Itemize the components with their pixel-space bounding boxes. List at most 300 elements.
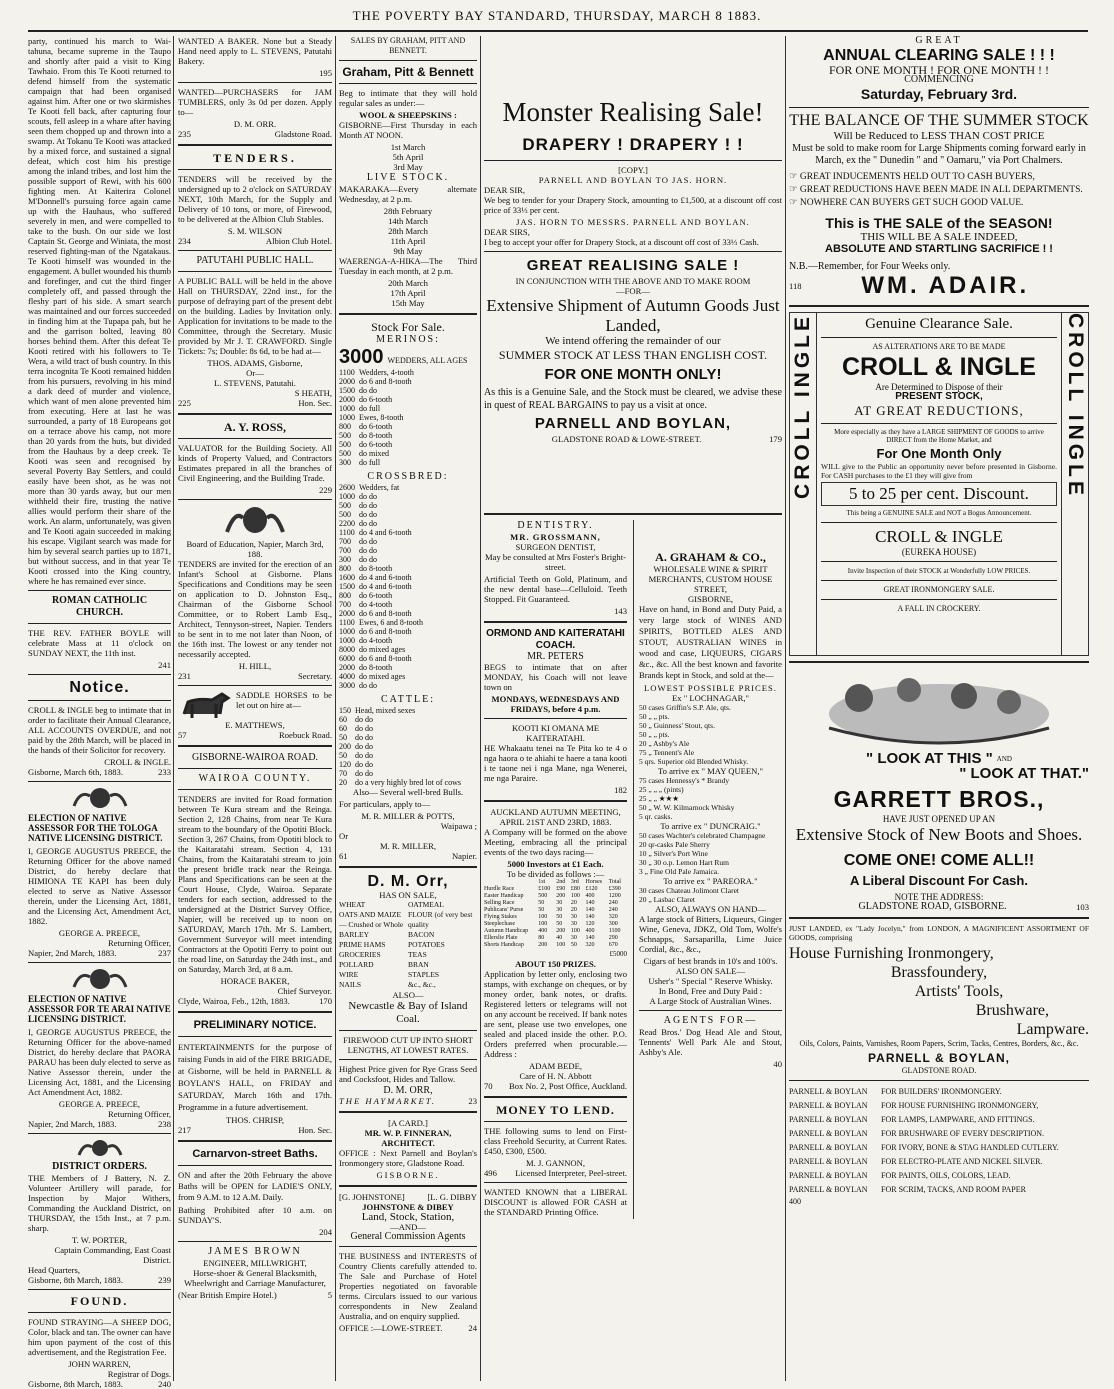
artists-tools: Artists' Tools, xyxy=(914,983,1004,1000)
table-cell: do 6-tooth xyxy=(359,440,393,449)
wairoa-title: GISBORNE-WAIROA ROAD. xyxy=(191,752,319,763)
divider xyxy=(178,685,332,686)
board-text: TENDERS are invited for the erection of an Infant's School at Gisborne. Plans Specifications and Conditions may be seen on application to D. Johnston Esq., Chairman of the Gisborne School Committee, or to Robert Lamb Esq., Architect, Tennyson-street, Napier. Tenders to be sent in to me not later than Noon, of the 16th inst. The lowest or any tender not necessarily accepted. xyxy=(178,559,332,659)
dear-sirs: DEAR SIRS, xyxy=(484,227,530,237)
ad-number: 241 xyxy=(158,660,171,670)
copy-head-2: JAS. HORN TO MESSRS. PARNELL AND BOYLAN. xyxy=(516,217,750,227)
list-item xyxy=(789,1155,1089,1169)
divider xyxy=(178,144,332,146)
table-cell: 80 xyxy=(538,935,545,941)
table-cell: 30 xyxy=(556,907,563,913)
table-cell: 320 xyxy=(608,914,618,920)
tologa-text: I, GEORGE AUGUSTUS PREECE, the Returning Officer for the above named District, do hereby declare that HIMIONA TE KAPI has been duly elected to serve as Native Assessor therein, under the Licensing Act, 1881, and the Licensing Act, Amendment Act, 1882. xyxy=(28,846,171,926)
divider xyxy=(178,169,332,170)
stock-row xyxy=(339,742,465,751)
ad-number: 231 xyxy=(178,671,191,681)
parnell-boylan-list xyxy=(789,1085,1089,1197)
table-cell: do 4 and 6-tooth xyxy=(359,528,412,537)
table-cell: do do xyxy=(355,715,373,724)
ad-number: 170 xyxy=(319,996,332,1006)
letter-2: I beg to accept your offer for Drapery Stock, at a discount off cost of 33⅓ Cash. xyxy=(484,237,759,247)
column-4-right xyxy=(633,520,782,1219)
board-role: Secretary. xyxy=(297,671,332,681)
for-text: —FOR— xyxy=(616,286,650,296)
table-cell: 500 xyxy=(339,449,351,458)
parnell-boylan: PARNELL AND BOYLAN, xyxy=(534,415,732,432)
arai-sign: GEORGE A. PREECE, xyxy=(58,1099,141,1109)
table-cell: do do xyxy=(359,492,377,501)
table-cell: 2000 xyxy=(339,395,355,404)
list-item: 5 qrs. Superior old Blended Whisky. xyxy=(639,757,749,766)
list-item: 10 „ Silver's Port Wine xyxy=(639,849,708,858)
miller1: M. R. MILLER & POTTS, xyxy=(361,811,455,821)
saddle-sign: E. MATTHEWS, xyxy=(225,720,285,730)
ex1-title: Ex " LOCHNAGAR," xyxy=(672,693,749,703)
table-cell: do mixed ages xyxy=(359,645,406,654)
stock-row xyxy=(339,645,427,654)
wairoa-text: TENDERS are invited for Road formation between Te Kura stream and the Reinga. Section 2, 128 Chains, from near Te Kura stream to the boundary of the Opotiti Block. Section 3, 267 Chains, from Opotiti block to the Kaitaratahi stream. Section 4, 131 Chains, from the Kaitaratahi stream to join the present bridle track near the Reinga. Plans and Specifications can be seen at the Court House, Clyde, Wairoa. Separate tenders for each section, addressed to the undersigned at the District Survey Office, Napier, will be received up to noon on SATURDAY, March 17th. Mr S. Lambert, Government Surveyor will meet intending Contractors at the Opotiti Ferry to point out the road line, on Saturday the 24th inst., and on Saturday, March 3rd, at 8 a.m. xyxy=(178,794,332,974)
table-cell: Total xyxy=(608,879,621,885)
eureka-house: (EUREKA HOUSE) xyxy=(901,547,977,557)
prize-row xyxy=(484,886,627,893)
list-item-name: PARNELL & BOYLAN xyxy=(789,1157,868,1166)
divider xyxy=(789,917,1089,919)
found-role: Registrar of Dogs. xyxy=(107,1369,171,1379)
divider xyxy=(178,745,332,747)
ad-number: 195 xyxy=(319,68,332,78)
table-cell: 30 xyxy=(570,921,577,927)
table-cell: 20 xyxy=(570,900,577,906)
for-one-month-only: For One Month Only xyxy=(876,446,1002,461)
list-item: ☞ NOWHERE CAN BUYERS GET SUCH GOOD VALUE. xyxy=(789,198,1024,208)
saddle-text: SADDLE HORSES to be let out on hire at— xyxy=(236,690,332,710)
list-item: OATMEAL xyxy=(408,900,444,909)
live-title: LIVE STOCK. xyxy=(366,172,450,183)
table-cell: 2000 xyxy=(339,377,355,386)
extensive-shipment: Extensive Shipment of Autumn Goods Just Landed, xyxy=(486,296,780,335)
table-cell: 700 xyxy=(339,537,351,546)
finneran-place: GISBORNE. xyxy=(376,1170,440,1180)
divider xyxy=(178,438,332,439)
list-item: 30 „ 30 o.p. Lemon Hart Rum xyxy=(639,858,729,867)
divider xyxy=(28,700,171,701)
prize-table xyxy=(484,879,627,949)
oils-colors: Oils, Colors, Paints, Varnishes, Room Papers, Scrim, Tacks, Centres, Borders, &c., &c. xyxy=(799,1039,1079,1048)
arai-text: I, GEORGE AUGUSTUS PREECE, the Returning Officer for the above-named District, do hereby declare that PAORA PARAU has been duly elected to serve as Native Assessor therein, under the Licensing Act, 1881, and the Licensing Act Amendment Act, 1882. xyxy=(28,1027,171,1097)
list-item-label: FOR PAINTS, OILS, COLORS, LEAD. xyxy=(881,1171,1011,1180)
table-cell: 50 xyxy=(538,900,545,906)
cigars-text: Cigars of best brands in 10's and 100's. xyxy=(643,956,778,966)
list-item: &c., &c., xyxy=(408,980,436,989)
ag-title: A. GRAHAM & CO., xyxy=(655,550,766,564)
ad-number: 229 xyxy=(319,485,332,495)
divider xyxy=(484,1121,627,1122)
divider xyxy=(178,1140,332,1142)
coach-days: MONDAYS, WEDNESDAYS AND FRIDAYS, before 4 p.m. xyxy=(491,694,620,714)
table-cell: 120 xyxy=(339,760,351,769)
wairoa-sign: HORACE BAKER, xyxy=(220,976,290,986)
table-cell: do 8-tooth xyxy=(359,663,393,672)
ex4-title: To arrive ex " PAREORA." xyxy=(663,876,758,886)
list-item xyxy=(789,1183,1089,1197)
brown-sub: ENGINEER, MILLWRIGHT, xyxy=(203,1258,307,1268)
brown-addr: (Near British Empire Hotel.) xyxy=(178,1290,277,1300)
table-cell: 30 xyxy=(570,935,577,941)
royal-arms-icon xyxy=(75,1138,125,1158)
stock-row xyxy=(339,449,418,458)
divider xyxy=(339,1111,477,1113)
divider xyxy=(821,580,1057,581)
also-sale: ALSO ON SALE— xyxy=(675,966,746,976)
district-hq: Head Quarters, xyxy=(28,1265,81,1275)
divider xyxy=(178,250,332,251)
notice-date: Gisborne, March 6th, 1883. xyxy=(28,767,123,777)
divider xyxy=(339,1185,477,1187)
merinos-head: WEDDERS, ALL AGES xyxy=(387,356,468,365)
orr-coal: Newcastle & Bay of Island Coal. xyxy=(348,1000,468,1025)
hall-name: THOS. ADAMS, Gisborne, xyxy=(207,358,303,368)
sale-item: Usher's " Special " Reserve Whisky. xyxy=(648,976,773,986)
list-item: 20 „ Ashby's Ale xyxy=(639,739,690,748)
ex1-list xyxy=(639,703,782,766)
stock-row xyxy=(339,528,427,537)
table-cell: do 4 and 6-tooth xyxy=(359,573,412,582)
table-cell: 140 xyxy=(585,900,595,906)
table-cell: Wedders, 4-tooth xyxy=(359,368,414,377)
table-cell: do do xyxy=(355,751,373,760)
waer-text: WAERENGA-A-HIKA—The Third Tuesday in each month, at 2 p.m. xyxy=(339,256,477,276)
table-cell: do do xyxy=(359,519,377,528)
divider xyxy=(28,1133,171,1134)
intend-text: We intend offering the remainder of our xyxy=(545,335,721,347)
stock-row xyxy=(339,546,427,555)
list-item-name: PARNELL & BOYLAN xyxy=(789,1129,868,1138)
croll-ingle-body xyxy=(817,313,1061,655)
waer-date: 20th March xyxy=(388,278,428,288)
divider xyxy=(484,800,627,802)
list-item: 50 „ Guinness' Stout, qts. xyxy=(639,721,715,730)
table-cell: 1000 xyxy=(339,627,355,636)
table-cell: 800 xyxy=(339,591,351,600)
table-cell: 1100 xyxy=(339,528,355,537)
wairoa-role: Chief Surveyor. xyxy=(277,986,332,996)
masthead: THE POVERTY BAY STANDARD, THURSDAY, MARCH 8 1883. xyxy=(352,8,762,23)
stock-row xyxy=(339,663,427,672)
ad-number: 239 xyxy=(158,1275,171,1285)
column-rule xyxy=(173,36,174,1381)
ironmongery-sale: GREAT IRONMONGERY SALE. xyxy=(883,585,995,594)
saddle-addr: Roebuck Road. xyxy=(279,730,332,740)
list-item-name: PARNELL & BOYLAN xyxy=(789,1115,868,1124)
list-item: 50 cases Griffin's S.P. Ale, qts. xyxy=(639,703,731,712)
masthead-rule xyxy=(28,30,1088,32)
finneran-title: MR. W. P. FINNERAN, ARCHITECT. xyxy=(364,1128,452,1148)
list-item: ☞ GREAT INDUCEMENTS HELD OUT TO CASH BUYERS, xyxy=(789,172,1035,182)
ex2-title: To arrive ex " MAY QUEEN," xyxy=(657,766,764,776)
hall-text: A PUBLIC BALL will be held in the above Hall on THURSDAY, 22nd inst., for the purpose of defraying part of the present debt on the building. Ladies by Invitation only. Application for invitations to be made to the Committee, through the Secretary. Music provided by Mr J. T. CRAWFORD. Single Tickets: 7s; Double: 8s 6d, to be had at— xyxy=(178,276,332,356)
table-cell: Flying Stakes xyxy=(484,914,517,920)
stock-row xyxy=(339,724,465,733)
stock-title: Stock For Sale. xyxy=(371,320,445,334)
bulls-text: Also— Several well-bred Bulls. xyxy=(352,787,464,797)
table-cell: £80 xyxy=(570,886,580,892)
one-month: FOR ONE MONTH ONLY! xyxy=(544,366,722,383)
ag-text: Have on hand, in Bond and Duty Paid, a very large stock of WINES AND SPIRITS, BOTTLED ALES AND STOUT, AUSTRALIAN WINES in wood and case, LIQUEURS, CIGARS &c., &c. All the best known and favorite Brands kept in Stock, and sold at the— xyxy=(639,604,782,680)
prelim-title: PRELIMINARY NOTICE. xyxy=(193,1019,317,1031)
table-cell: 60 xyxy=(339,724,347,733)
list-item: 25 „ „ ★★★ xyxy=(639,794,679,803)
sale-item: In Bond, Free and Duty Paid : xyxy=(658,986,763,996)
merinos-title: MERINOS: xyxy=(376,334,440,345)
great-reductions: AT GREAT REDUCTIONS, xyxy=(854,403,1024,418)
table-cell: Steeplechase xyxy=(484,921,515,927)
column-rule xyxy=(785,36,786,1381)
divider xyxy=(339,1059,477,1060)
table-cell: 1600 xyxy=(339,573,355,582)
list-item-label: FOR BUILDERS' IRONMONGERY. xyxy=(881,1087,1002,1096)
list-item: OATS AND MAIZE — Crushed or Whole xyxy=(339,910,404,929)
table-cell: 1500 xyxy=(339,386,355,395)
list-item-label: FOR ELECTRO-PLATE AND NICKEL SILVER. xyxy=(881,1157,1043,1166)
notice-title: Notice. xyxy=(69,679,130,696)
table-cell: 50 xyxy=(538,907,545,913)
ad-number: 217 xyxy=(178,1125,191,1135)
table-cell: 500 xyxy=(339,510,351,519)
divider xyxy=(28,1289,171,1290)
johnstone-and: —AND— xyxy=(390,1222,426,1232)
table-cell: 1100 xyxy=(608,928,621,934)
table-cell: 50 xyxy=(556,921,563,927)
table-cell: 50 xyxy=(339,733,347,742)
table-cell: do 8-tooth xyxy=(359,564,393,573)
table-cell: 300 xyxy=(339,555,351,564)
table-cell: 200 xyxy=(339,742,351,751)
divider xyxy=(178,768,332,769)
district-title: DISTRICT ORDERS. xyxy=(52,1161,147,1172)
stock-row xyxy=(339,377,418,386)
table-cell: 200 xyxy=(556,928,566,934)
dentist-text-1: May be consulted at Mrs Foster's Bright-street. xyxy=(485,552,626,572)
list-item: PRIME HAMS xyxy=(339,940,386,949)
graham-title: Graham, Pitt & Bennett xyxy=(342,65,474,79)
divider xyxy=(28,623,171,624)
croll-side-left: CROLL INGLE xyxy=(791,313,814,499)
prize-row xyxy=(484,928,627,935)
horse-icon xyxy=(178,690,232,720)
divider xyxy=(789,1080,1089,1081)
list-item-label: FOR IVORY, BONE & STAG HANDLED CUTLERY. xyxy=(881,1143,1059,1152)
arai-title: ELECTION OF NATIVE ASSESSOR FOR TE ARAI NATIVE LICENSING DISTRICT. xyxy=(28,994,171,1024)
found-text: FOUND STRAYING—A SHEEP DOG, Color, black and tan. The owner can have him upon payment of the cost of this advertisement, and the Registration Fee. xyxy=(28,1317,171,1357)
prelim-sign: THOS. CHRISP, xyxy=(225,1115,285,1125)
agents-text: Read Bros.' Dog Head Ale and Stout, Tennents' Well Park Ale and Stout, Ashby's Ale. xyxy=(639,1027,782,1057)
prize-row xyxy=(484,893,627,900)
divider xyxy=(821,561,1057,562)
table-cell: 3000 xyxy=(339,681,355,690)
orr-left-list xyxy=(339,900,408,990)
sale-indeed: THIS WILL BE A SALE INDEED, xyxy=(860,231,1018,243)
garrett-bros: GARRETT BROS., xyxy=(833,786,1045,812)
column-1 xyxy=(28,36,171,1389)
ad-number: 179 xyxy=(769,434,782,444)
stock-row xyxy=(339,654,427,663)
table-cell: Easter Handicap xyxy=(484,893,524,899)
stock-row xyxy=(339,483,427,492)
stock-row xyxy=(339,501,427,510)
table-cell: Autumn Handicap xyxy=(484,928,529,934)
column-4 xyxy=(484,36,782,1381)
stock-row xyxy=(339,386,418,395)
list-item: STAPLES xyxy=(408,970,440,979)
divider xyxy=(178,82,332,83)
stock-row xyxy=(339,672,427,681)
list-item-label: FOR SCRIM, TACKS, AND ROOM PAPER xyxy=(881,1185,1026,1194)
table-cell: 30 xyxy=(556,900,563,906)
look-at-that: " LOOK AT THAT." xyxy=(959,765,1089,782)
and-label: AND xyxy=(996,755,1012,763)
divider xyxy=(639,1010,782,1011)
table-cell: Ewes, 6 and 8-tooth xyxy=(359,618,423,627)
live-date: 28th March xyxy=(388,226,428,236)
coach-sub: MR. PETERS xyxy=(527,651,584,662)
divider xyxy=(484,160,782,161)
table-cell: 1100 xyxy=(339,618,355,627)
prize-row xyxy=(484,942,627,949)
table-cell: Hurdle Race xyxy=(484,886,515,892)
balance: THE BALANCE OF THE SUMMER STOCK xyxy=(789,112,1089,129)
stock-row xyxy=(339,636,427,645)
stock-row xyxy=(339,681,427,690)
list-item: WIRE xyxy=(339,970,359,979)
divider xyxy=(821,337,1057,338)
wairoa-sub: WAIROA COUNTY. xyxy=(198,773,312,784)
list-item-name: PARNELL & BOYLAN xyxy=(789,1185,868,1194)
list-item: 50 „ „ pts. xyxy=(639,730,670,739)
table-cell: do do xyxy=(359,681,377,690)
table-cell: 140 xyxy=(585,935,595,941)
pb-address: GLADSTONE ROAD & LOWE-STREET. xyxy=(551,434,702,444)
orr-title: D. M. Orr, xyxy=(367,873,449,890)
table-cell: 50 xyxy=(556,914,563,920)
letter-1: We beg to tender for your Drapery Stock, amounting to £1,500, at a discount off cost price of 33⅓ per cent. xyxy=(484,195,782,215)
table-cell: 240 xyxy=(608,900,618,906)
table-cell: 1000 xyxy=(339,404,355,413)
auckland-apply: Application by letter only, enclosing two stamps, with exchange on cheques, or by money order, bank notes, or drafts. Registered letters or telegrams will not on any account be received. If bank notes are sent, please use two envelopes, one sealed and placed inside the other. P.O. Orders preferred when procurable.—Address : xyxy=(484,969,627,1059)
list-item: BARLEY xyxy=(339,930,369,939)
stock-row xyxy=(339,440,418,449)
auckland-sign: ADAM BEDE, xyxy=(529,1061,582,1071)
divider xyxy=(484,513,782,515)
cherubs-illustration xyxy=(789,668,1089,752)
table-cell: 300 xyxy=(339,458,351,467)
list-item: 50 „ „ pts. xyxy=(639,712,670,721)
must-be-sold: Must be sold to make room for Large Shipments coming forward early in March, ex the " Dunedin " and " Oamaru," via Port Chalmers. xyxy=(792,143,1086,166)
table-cell: do 6 and 8-tooth xyxy=(359,654,412,663)
auckland-box: Box No. 2, Post Office, Auckland. xyxy=(509,1081,627,1091)
orr-fire: FIREWOOD CUT UP INTO SHORT LENGTHS, AT LOWEST RATES. xyxy=(343,1035,473,1055)
stock-row xyxy=(339,582,427,591)
tologa-date: Napier, 2nd March, 1883. xyxy=(28,948,117,958)
table-cell: do full xyxy=(359,458,381,467)
johnstone-right: [L. G. DIBBY xyxy=(427,1192,477,1202)
table-cell: 100 xyxy=(538,914,548,920)
prize-row xyxy=(484,900,627,907)
stock-row xyxy=(339,733,465,742)
table-cell: do 4-tooth xyxy=(359,600,393,609)
list-item xyxy=(789,1099,1089,1113)
table-cell: do do xyxy=(355,733,373,742)
baths-text: ON and after the 20th February the above Baths will be OPEN for LADIE'S ONLY, from 9 A.M. to 12 A.M. Daily. xyxy=(178,1170,332,1202)
list-item: 30 cases Chateau Jolimont Claret xyxy=(639,886,739,895)
list-item: NAILS xyxy=(339,980,362,989)
list-item: TEAS xyxy=(408,950,427,959)
table-cell: 240 xyxy=(608,907,618,913)
district-date: Gisborne, 8th March, 1883. xyxy=(28,1275,123,1285)
table-cell: 140 xyxy=(585,907,595,913)
table-cell: do 6-tooth xyxy=(359,395,393,404)
table-cell: Head, mixed sexes xyxy=(355,706,416,715)
auckland-total: £5000 xyxy=(609,950,627,958)
present-stock: PRESENT STOCK, xyxy=(895,391,983,402)
annual-title: ANNUAL CLEARING SALE ! ! ! xyxy=(823,47,1055,64)
list-item: 50 cases Wachter's celebrated Champagne xyxy=(639,831,766,840)
wool-date: 3rd May xyxy=(393,162,423,172)
miller2: M. R. MILLER, xyxy=(379,841,437,851)
drapery-title: DRAPERY ! DRAPERY ! ! xyxy=(522,135,744,154)
ad-number: 225 xyxy=(178,398,191,408)
column-4-left xyxy=(484,520,627,1219)
table-cell: 500 xyxy=(339,431,351,440)
list-item xyxy=(789,1085,1089,1099)
table-cell: do 6 and 8-tooth xyxy=(359,377,412,386)
table-cell: 2000 xyxy=(339,663,355,672)
stock-row xyxy=(339,555,427,564)
table-cell: 700 xyxy=(339,600,351,609)
orr-place: THE HAYMARKET. xyxy=(339,1096,437,1106)
live-date: 28th February xyxy=(383,206,433,216)
live-text: MAKARAKA—Every alternate Wednesday, at 2 p.m. xyxy=(339,184,477,204)
divider xyxy=(339,83,477,84)
commencing: COMMENCING xyxy=(904,74,974,85)
divider xyxy=(484,1182,627,1183)
stock-row xyxy=(339,510,427,519)
table-cell: do 8-tooth xyxy=(359,431,393,440)
list-item: POLLARD xyxy=(339,960,374,969)
royal-arms-icon xyxy=(70,967,130,991)
divider xyxy=(339,1246,477,1247)
conjunction-text: IN CONJUNCTION WITH THE ABOVE AND TO MAKE ROOM xyxy=(515,276,751,286)
ex3-title: To arrive ex " DUNCRAIG." xyxy=(660,821,761,831)
list-item xyxy=(789,1169,1089,1183)
stock-row xyxy=(339,431,418,440)
district-role: Captain Commanding, East Coast District. xyxy=(54,1245,171,1265)
baths-title: Carnarvon-street Baths. xyxy=(192,1148,318,1160)
list-item-name: PARNELL & BOYLAN xyxy=(789,1143,868,1152)
or-text: Or xyxy=(339,831,349,841)
royal-arms-icon xyxy=(225,504,285,536)
stock-row xyxy=(339,751,465,760)
will-give: WILL give to the Public an opportunity never before presented in Gisborne. For CASH purchases to the £1 they will give from xyxy=(821,462,1057,480)
ad-number: 23 xyxy=(468,1096,477,1106)
table-cell: do do xyxy=(355,724,373,733)
brown-text: Horse-shoer & General Blacksmith, Wheelwright and Carriage Manufacturer, xyxy=(184,1268,326,1288)
list-item: POTATOES xyxy=(408,940,445,949)
divider xyxy=(789,107,1089,108)
cross-title: CROSSBRED: xyxy=(367,471,449,482)
ex4-list xyxy=(639,886,782,904)
table-cell: Wedders, fat xyxy=(359,483,400,492)
table-cell: Horses xyxy=(585,879,603,885)
